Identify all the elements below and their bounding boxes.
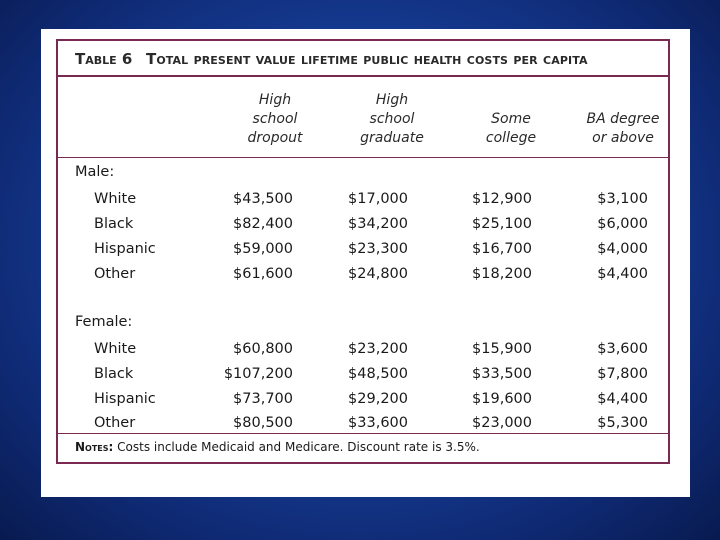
table-row xyxy=(58,387,668,411)
row-label: White xyxy=(94,341,137,357)
table-cell: $19,600 xyxy=(472,391,532,407)
table-label: Table 6 xyxy=(75,50,133,68)
row-label: Hispanic xyxy=(94,391,156,407)
table-notes xyxy=(75,440,480,454)
notes-label: Notes: xyxy=(75,440,114,454)
table-cell: $107,200 xyxy=(223,366,293,382)
table-row xyxy=(58,337,668,361)
table-cell: $25,100 xyxy=(472,216,532,232)
group-label-male: Male: xyxy=(75,164,115,180)
row-label: Other xyxy=(94,415,136,431)
table-cell: $3,100 xyxy=(597,191,648,207)
table-cell: $23,300 xyxy=(348,241,408,257)
table-row xyxy=(58,411,668,435)
table-cell: $4,400 xyxy=(597,266,648,282)
table-cell: $7,800 xyxy=(597,366,648,382)
table-cell: $82,400 xyxy=(233,216,293,232)
table-cell: $16,700 xyxy=(472,241,532,257)
slide-panel xyxy=(41,29,690,497)
notes-text: Costs include Medicaid and Medicare. Discount rate is 3.5%. xyxy=(113,440,480,454)
table-cell: $6,000 xyxy=(597,216,648,232)
table-cell: $34,200 xyxy=(348,216,408,232)
row-label: White xyxy=(94,191,137,207)
table-cell: $5,300 xyxy=(597,415,648,431)
data-table xyxy=(56,39,670,464)
table-row xyxy=(58,362,668,386)
table-cell: $80,500 xyxy=(233,415,293,431)
table-cell: $48,500 xyxy=(348,366,408,382)
table-cell: $43,500 xyxy=(233,191,293,207)
table-row xyxy=(58,237,668,261)
table-cell: $18,200 xyxy=(472,266,532,282)
table-cell: $33,600 xyxy=(348,415,408,431)
column-header-ba-degree: BA degree or above xyxy=(586,111,660,146)
table-cell: $23,000 xyxy=(472,415,532,431)
column-header-some-college: Some college xyxy=(485,111,537,146)
table-cell: $23,200 xyxy=(348,341,408,357)
table-row xyxy=(58,262,668,286)
table-cell: $3,600 xyxy=(597,341,648,357)
table-cell: $17,000 xyxy=(348,191,408,207)
table-cell: $33,500 xyxy=(472,366,532,382)
table-cell: $61,600 xyxy=(233,266,293,282)
table-row xyxy=(58,187,668,211)
row-label: Black xyxy=(94,216,134,232)
table-cell: $59,000 xyxy=(233,241,293,257)
row-label: Black xyxy=(94,366,134,382)
table-title: Total present value lifetime public health costs per capita xyxy=(146,50,588,68)
notes-divider xyxy=(58,433,668,434)
row-label: Other xyxy=(94,266,136,282)
row-label: Hispanic xyxy=(94,241,156,257)
table-cell: $24,800 xyxy=(348,266,408,282)
table-cell: $15,900 xyxy=(472,341,532,357)
column-header-dropout: High school dropout xyxy=(247,92,303,146)
table-cell: $12,900 xyxy=(472,191,532,207)
table-cell: $4,400 xyxy=(597,391,648,407)
group-label-female: Female: xyxy=(75,314,133,330)
column-header-graduate: High school graduate xyxy=(360,92,424,146)
table-cell: $29,200 xyxy=(348,391,408,407)
table-cell: $4,000 xyxy=(597,241,648,257)
table-cell: $60,800 xyxy=(233,341,293,357)
table-cell: $73,700 xyxy=(233,391,293,407)
header-divider xyxy=(58,157,668,158)
table-row xyxy=(58,212,668,236)
table-title-row xyxy=(58,41,668,77)
